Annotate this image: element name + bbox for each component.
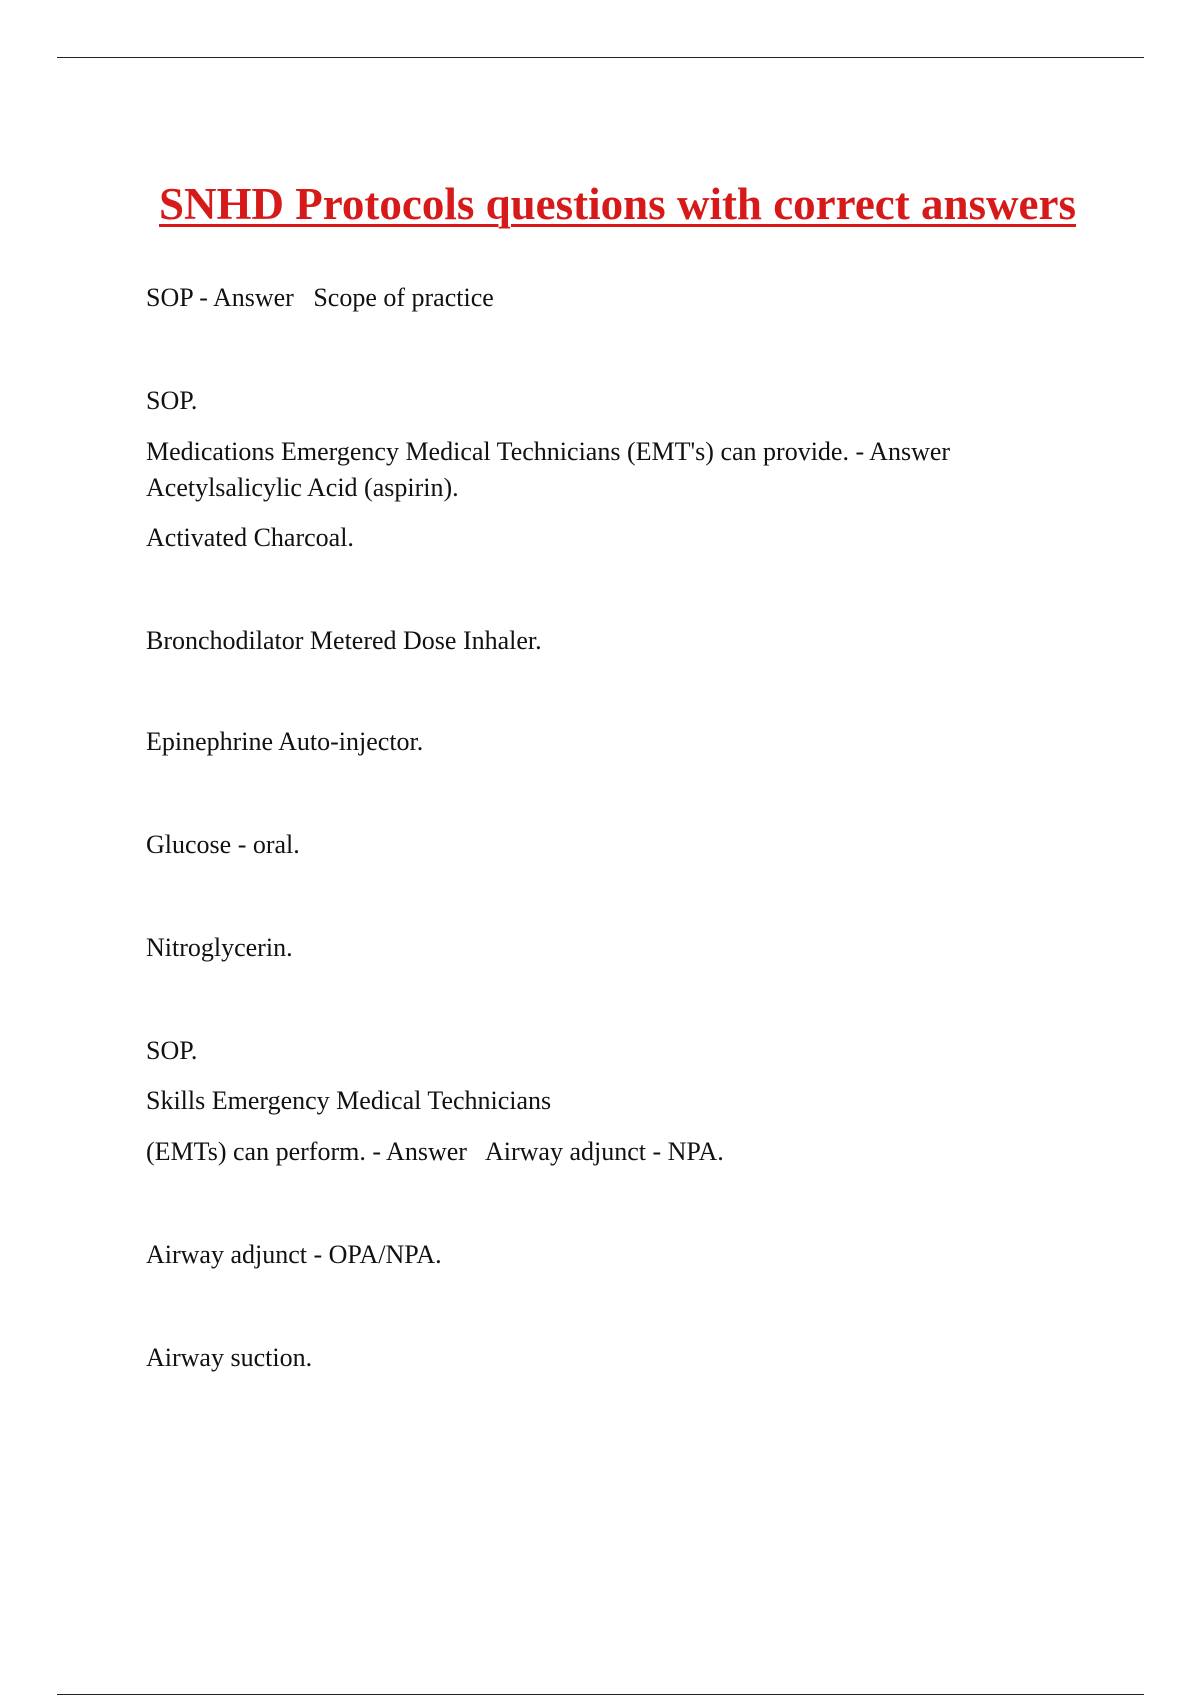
text-line: Airway adjunct - OPA/NPA.	[146, 1240, 442, 1269]
text-line: Epinephrine Auto-injector.	[146, 727, 424, 756]
text-line: Glucose - oral.	[146, 830, 300, 859]
text-line: Medications Emergency Medical Technicians (EMT's) can provide. - Answer	[146, 437, 951, 466]
text-line: Activated Charcoal.	[146, 523, 354, 552]
text-line: (EMTs) can perform. - Answer Airway adjunct - NPA.	[146, 1137, 724, 1166]
text-line: Skills Emergency Medical Technicians	[146, 1086, 552, 1115]
footer-rule	[57, 1694, 1144, 1695]
text-line: SOP - Answer Scope of practice	[146, 283, 494, 312]
text-line: SOP.	[146, 386, 198, 415]
document-title: SNHD Protocols questions with correct answers	[158, 179, 1076, 230]
header-rule	[57, 57, 1144, 58]
text-line: SOP.	[146, 1036, 198, 1065]
text-line: Nitroglycerin.	[146, 933, 293, 962]
text-line: Airway suction.	[146, 1343, 313, 1372]
text-line: Bronchodilator Metered Dose Inhaler.	[146, 626, 542, 655]
text-line: Acetylsalicylic Acid (aspirin).	[146, 473, 459, 502]
